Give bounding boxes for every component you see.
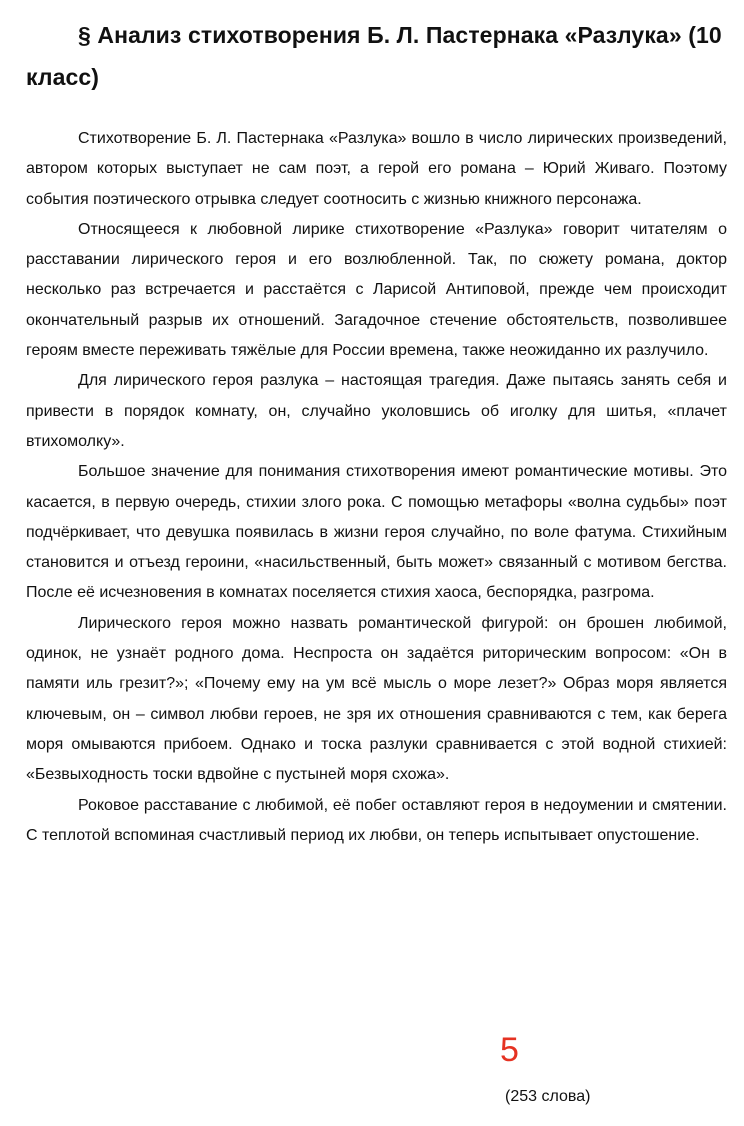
word-count: (253 слова) <box>505 1088 591 1105</box>
paragraph: Для лирического героя разлука – настоящая трагедия. Даже пытаясь занять себя и привести в порядок комнату, он, случайно уколовшись об иголку для шитья, «плачет втихомолку». <box>26 372 727 450</box>
paragraph: Стихотворение Б. Л. Пастернака «Разлука» вошло в число лирических произведений, автором которых выступает не сам поэт, а герой его романа – Юрий Живаго. Поэтому события поэтического отрывка следует соотносить с жизнью книжного персонажа. <box>26 130 727 208</box>
paragraph: Роковое расставание с любимой, её побег оставляют героя в недоумении и смятении. С теплотой вспоминая счастливый период их любви, он теперь испытывает опустошение. <box>26 796 727 844</box>
essay-body <box>26 124 727 851</box>
page-title: § Анализ стихотворения Б. Л. Пастернака «Разлука» (10 класс) <box>26 22 722 90</box>
grade-mark: 5 <box>500 1031 519 1069</box>
paragraph: Лирического героя можно назвать романтической фигурой: он брошен любимой, одинок, не узнаёт родного дома. Неспроста он задаётся риторическим вопросом: «Он в памяти иль грезит?»; «Почему ему на ум всё мысль о море лезет?» Образ моря является ключевым, он – символ любви героев, не зря их отношения сравниваются с тем, как берега моря омываются прибоем. Однако и тоска разлуки сравнивается с этой водной стихией: «Безвыходность тоски вдвойне с пустыней моря схожа». <box>26 614 727 784</box>
paragraph: Относящееся к любовной лирике стихотворение «Разлука» говорит читателям о расставании лирического героя и его возлюбленной. Так, по сюжету романа, доктор несколько раз встречается и расстаётся с Ларисой Антиповой, прежде чем происходит окончательный разрыв их отношений. Загадочное стечение обстоятельств, позволившее героям вместе переживать тяжёлые для России времена, также неожиданно их разлучило. <box>26 220 727 360</box>
paragraph: Большое значение для понимания стихотворения имеют романтические мотивы. Это касается, в первую очередь, стихии злого рока. С помощью метафоры «волна судьбы» поэт подчёркивает, что девушка появилась в жизни героя случайно, по воле фатума. Стихийным становится и отъезд героини, «насильственный, быть может» связанный с мотивом бегства. После её исчезновения в комнатах поселяется стихия хаоса, беспорядка, разгрома. <box>26 463 727 602</box>
